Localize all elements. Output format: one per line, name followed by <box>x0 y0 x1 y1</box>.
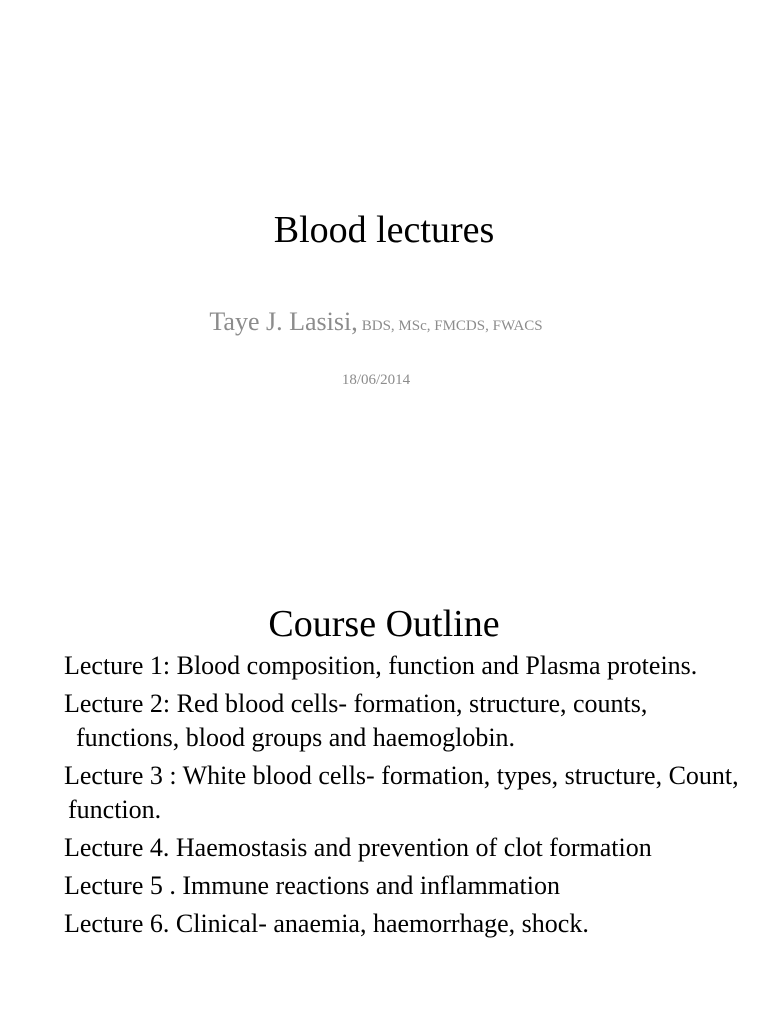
lecture-item-6: Lecture 6. Clinical- anaemia, haemorrhage, shock. <box>64 909 589 938</box>
lecture-item-4: Lecture 4. Haemostasis and prevention of clot formation <box>64 833 652 862</box>
lecture-item-3: Lecture 3 : White blood cells- formation, types, structure, Count, function. <box>64 761 739 824</box>
slide-date: 18/06/2014 <box>341 372 411 388</box>
author-line <box>0 307 752 337</box>
course-outline-slide <box>0 512 768 1024</box>
lecture-item-1: Lecture 1: Blood composition, function and Plasma proteins. <box>64 651 698 680</box>
author-name: Taye J. Lasisi, <box>209 307 358 336</box>
lecture-list <box>64 649 754 945</box>
lecture-item-5: Lecture 5 . Immune reactions and inflammation <box>64 871 560 900</box>
author-credentials: BDS, MSc, FMCDS, FWACS <box>361 318 543 334</box>
outline-title: Course Outline <box>268 603 500 645</box>
slide-title: Blood lectures <box>273 209 495 251</box>
lecture-item-2: Lecture 2: Red blood cells- formation, structure, counts, functions, blood groups and haemoglobin. <box>64 689 648 752</box>
